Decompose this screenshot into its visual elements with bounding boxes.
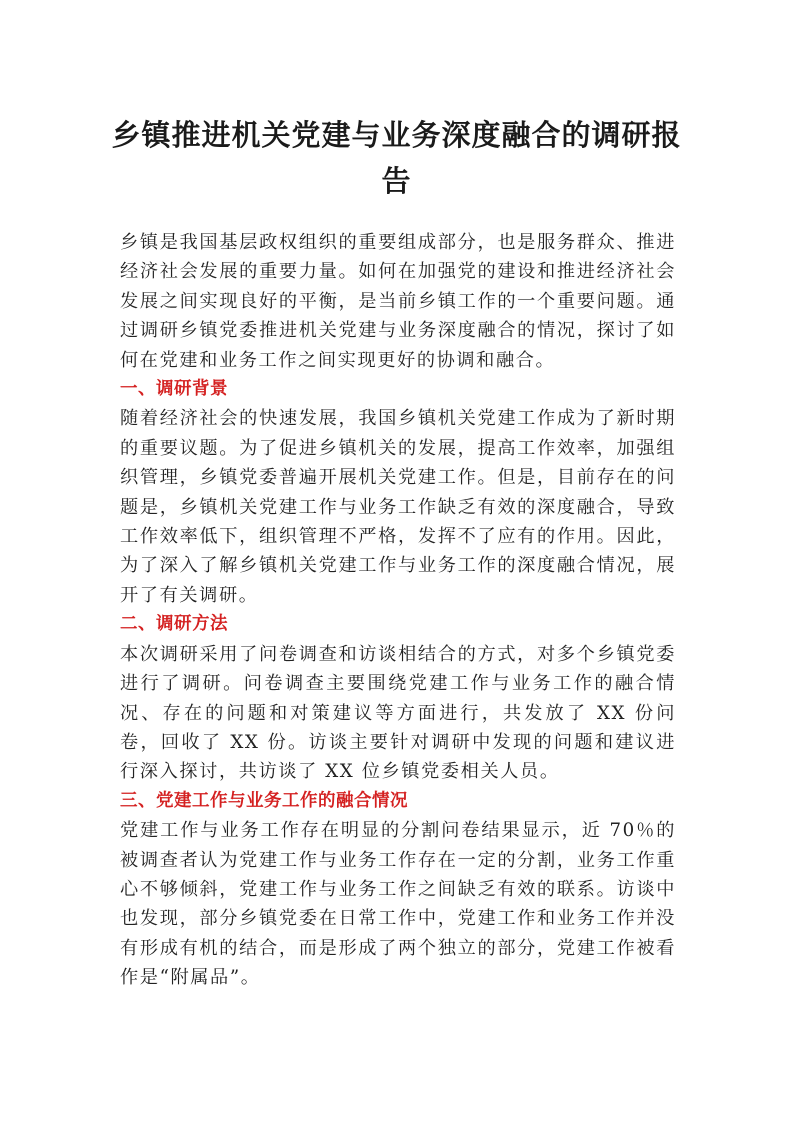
section-body-background: 随着经济社会的快速发展，我国乡镇机关党建工作成为了新时期的重要议题。为了促进乡镇机关的发展，提高工作效率，加强组织管理，乡镇党委普遍开展机关党建工作。但是，目前存在的问题是，乡镇机关党建工作与业务工作缺乏有效的深度融合，导致工作效率低下，组织管理不严格，发挥不了应有的作用。因此，为了深入了解乡镇机关党建工作与业务工作的深度融合情况，展开了有关调研。 [120,408,676,606]
intro-paragraph: 乡镇是我国基层政权组织的重要组成部分，也是服务群众、推进经济社会发展的重要力量。如何在加强党的建设和推进经济社会发展之间实现良好的平衡，是当前乡镇工作的一个重要问题。通过调研乡镇党委推进机关党建与业务深度融合的情况，探讨了如何在党建和业务工作之间实现更好的协调和融合。 [120,232,676,371]
section-heading-method: 二、调研方法 [120,614,228,635]
section-body-method: 本次调研采用了问卷调查和访谈相结合的方式，对多个乡镇党委进行了调研。问卷调查主要围绕党建工作与业务工作的融合情况、存在的问题和对策建议等方面进行，共发放了 XX 份问卷，回收了 XX 份。访谈主要针对调研中发现的问题和建议进行深入探讨，共访谈了 XX 位乡镇党委相关人员。 [120,643,676,783]
report-body [120,228,676,993]
section-heading-integration: 三、党建工作与业务工作的融合情况 [120,790,408,811]
section-body-integration: 党建工作与业务工作存在明显的分割问卷结果显示，近 70％的被调查者认为党建工作与业务工作存在一定的分割，业务工作重心不够倾斜，党建工作与业务工作之间缺乏有效的联系。访谈中也发现，部分乡镇党委在日常工作中，党建工作和业务工作并没有形成有机的结合，而是形成了两个独立的部分，党建工作被看作是“附属品”。 [120,820,676,989]
report-title: 乡镇推进机关党建与业务深度融合的调研报告 [111,118,682,198]
section-heading-background: 一、调研背景 [120,379,228,400]
